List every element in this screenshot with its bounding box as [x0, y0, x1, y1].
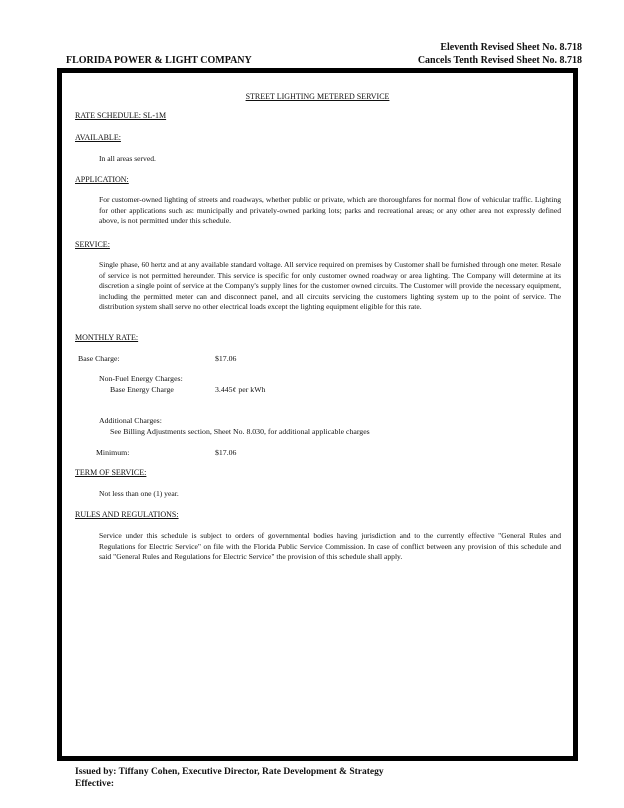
cancels-sheet-number: Cancels Tenth Revised Sheet No. 8.718: [417, 54, 582, 66]
minimum-value: $17.06: [215, 448, 237, 457]
rules-text: Service under this schedule is subject to orders of governmental bodies having jurisdiction and to the currently effective "General Rules and Regulations for Electric Service" on file with the Florida Public Service Commission. In case of conflict between any provision of this schedule and said "General Rules and Regulations for Electric Service" the provision of this schedule shall apply.: [99, 531, 561, 561]
page-title: STREET LIGHTING METERED SERVICE: [245, 92, 390, 101]
service-text: Single phase, 60 hertz and at any available standard voltage. All service required on premises by Customer shall be furnished through one meter. Resale of service is not permitted hereunder. This service is specific for only customer owned roadway or area lighting. The Company will determine at its discretion a single point of service at the Company's supply lines for the customer owned circuits. The Customer will provide the necessary equipment, including the permitted meter can and disconnect panel, and all circuits servicing the customers lighting system up to the point of service. The distribution system shall serve no other electrical loads except the lighting equipment eligible for this rate.: [99, 260, 561, 311]
available-text: In all areas served.: [99, 154, 156, 163]
nonfuel-energy-label: Non-Fuel Energy Charges:: [99, 374, 183, 383]
additional-charges-text: See Billing Adjustments section, Sheet No. 8.030, for additional applicable charges: [110, 427, 370, 436]
additional-charges-label: Additional Charges:: [99, 416, 162, 425]
base-energy-label: Base Energy Charge: [110, 385, 174, 394]
footer: [75, 766, 384, 790]
base-energy-value: 3.445¢ per kWh: [215, 385, 266, 394]
tariff-sheet-frame: [57, 68, 578, 761]
sheet-number: Eleventh Revised Sheet No. 8.718: [440, 42, 582, 53]
monthly-rate-heading: MONTHLY RATE:: [75, 333, 139, 342]
service-heading: SERVICE:: [75, 240, 110, 249]
application-heading: APPLICATION:: [75, 175, 129, 184]
term-of-service-text: Not less than one (1) year.: [99, 489, 179, 498]
term-of-service-heading: TERM OF SERVICE:: [75, 468, 147, 477]
base-charge-value: $17.06: [215, 354, 237, 363]
effective-date: Effective:: [75, 779, 115, 789]
rate-schedule-heading: RATE SCHEDULE: SL-1M: [75, 111, 167, 120]
company-name: FLORIDA POWER & LIGHT COMPANY: [66, 55, 252, 66]
available-heading: AVAILABLE:: [75, 133, 121, 142]
rules-heading: RULES AND REGULATIONS:: [75, 510, 179, 519]
issued-by: Issued by: Tiffany Cohen, Executive Director, Rate Development & Strategy: [75, 767, 384, 777]
sheet-info: [418, 42, 582, 67]
base-charge-label: Base Charge:: [78, 354, 120, 363]
minimum-label: Minimum:: [96, 448, 130, 457]
application-text: For customer-owned lighting of streets and roadways, whether public or private, which are thoroughfares for normal flow of vehicular traffic. Lighting for other applications such as: municipally and privately-owned parking lots; parks and recreational areas; or any other area not expressly defined above, is not permitted under this schedule.: [99, 195, 561, 225]
